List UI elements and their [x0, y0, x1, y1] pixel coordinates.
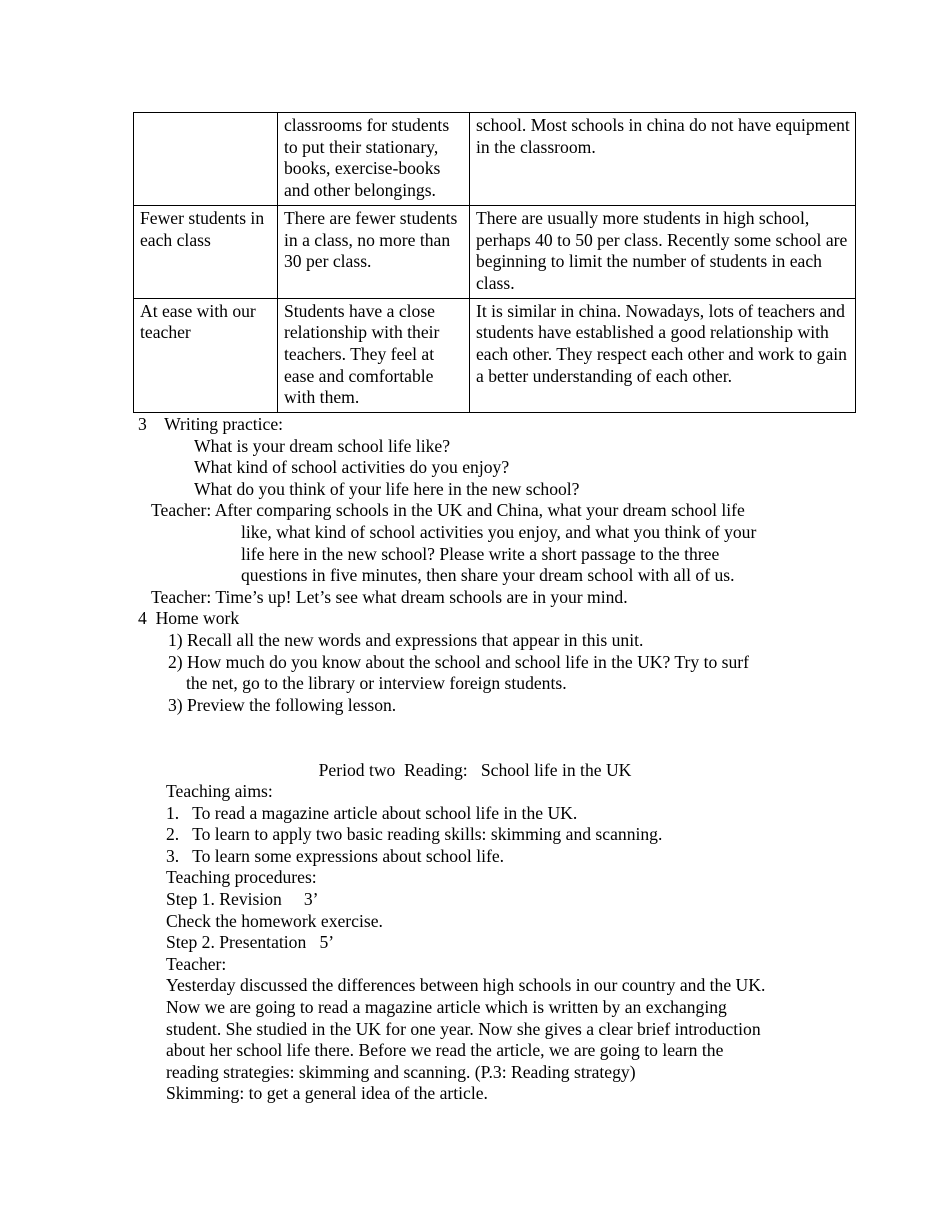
- writing-practice-question: What kind of school activities do you enjoy?: [194, 457, 510, 478]
- teacher-prompt-line: life here in the new school? Please write a short passage to the three: [241, 543, 720, 564]
- table-cell-aspect: At ease with our teacher: [134, 298, 278, 413]
- table-row: [134, 205, 856, 298]
- teacher-speech-line: about her school life there. Before we read the article, we are going to learn the: [166, 1040, 724, 1061]
- teacher-speech-line: Yesterday discussed the differences between high schools in our country and the UK.: [166, 975, 766, 996]
- teaching-aim-item: 2. To learn to apply two basic reading skills: skimming and scanning.: [166, 824, 663, 845]
- teaching-procedures-label: Teaching procedures:: [166, 867, 317, 888]
- homework-item: 2) How much do you know about the school and school life in the UK? Try to surf: [168, 651, 750, 672]
- skimming-definition: Skimming: to get a general idea of the article.: [166, 1083, 488, 1104]
- teacher-prompt-line: like, what kind of school activities you enjoy, and what you think of your: [241, 521, 757, 542]
- homework-item-continuation: the net, go to the library or interview foreign students.: [186, 673, 567, 694]
- teacher-prompt-line: Teacher: After comparing schools in the UK and China, what your dream school life: [151, 500, 745, 521]
- table-cell-aspect: Fewer students in each class: [134, 205, 278, 298]
- table-cell-aspect: [134, 113, 278, 206]
- homework-item: 1) Recall all the new words and expressions that appear in this unit.: [168, 629, 644, 650]
- table-cell-china: There are usually more students in high school, perhaps 40 to 50 per class. Recently some school are beginning to limit the number of students in each class.: [470, 205, 856, 298]
- table-row: [134, 113, 856, 206]
- period-two-heading: Period two Reading: School life in the UK: [318, 759, 632, 780]
- writing-practice-heading: 3 Writing practice:: [138, 414, 284, 434]
- step-1-detail: Check the homework exercise.: [166, 910, 383, 931]
- teaching-aim-item: 3. To learn some expressions about school life.: [166, 845, 505, 866]
- step-1-revision: Step 1. Revision 3’: [166, 889, 319, 910]
- teacher-label: Teacher:: [166, 953, 227, 974]
- teacher-closing-line: Teacher: Time’s up! Let’s see what dream schools are in your mind.: [151, 586, 628, 607]
- step-2-presentation: Step 2. Presentation 5’: [166, 932, 335, 953]
- teacher-prompt-line: questions in five minutes, then share your dream school with all of us.: [241, 565, 735, 586]
- body-text-block: [0, 414, 950, 1105]
- table-row: [134, 298, 856, 413]
- homework-item: 3) Preview the following lesson.: [168, 694, 397, 715]
- homework-heading: 4 Home work: [138, 608, 240, 629]
- teacher-speech-line: reading strategies: skimming and scanning. (P.3: Reading strategy): [166, 1061, 636, 1082]
- table-cell-uk: classrooms for students to put their stationary, books, exercise-books and other belongings.: [278, 113, 470, 206]
- teaching-aim-item: 1. To read a magazine article about school life in the UK.: [166, 802, 578, 823]
- table-cell-china: It is similar in china. Nowadays, lots of teachers and students have established a good relationship with each other. They respect each other and work to gain a better understanding of each other.: [470, 298, 856, 413]
- teaching-aims-label: Teaching aims:: [166, 781, 273, 802]
- writing-practice-question: What is your dream school life like?: [194, 435, 451, 456]
- school-comparison-table: [133, 112, 856, 413]
- blank-line: [0, 716, 950, 738]
- table-cell-china: school. Most schools in china do not have equipment in the classroom.: [470, 113, 856, 206]
- teacher-speech-line: Now we are going to read a magazine article which is written by an exchanging: [166, 997, 727, 1018]
- writing-practice-question: What do you think of your life here in the new school?: [194, 478, 580, 499]
- table-cell-uk: Students have a close relationship with their teachers. They feel at ease and comfortable with them.: [278, 298, 470, 413]
- table-cell-uk: There are fewer students in a class, no more than 30 per class.: [278, 205, 470, 298]
- teacher-speech-line: student. She studied in the UK for one year. Now she gives a clear brief introduction: [166, 1018, 761, 1039]
